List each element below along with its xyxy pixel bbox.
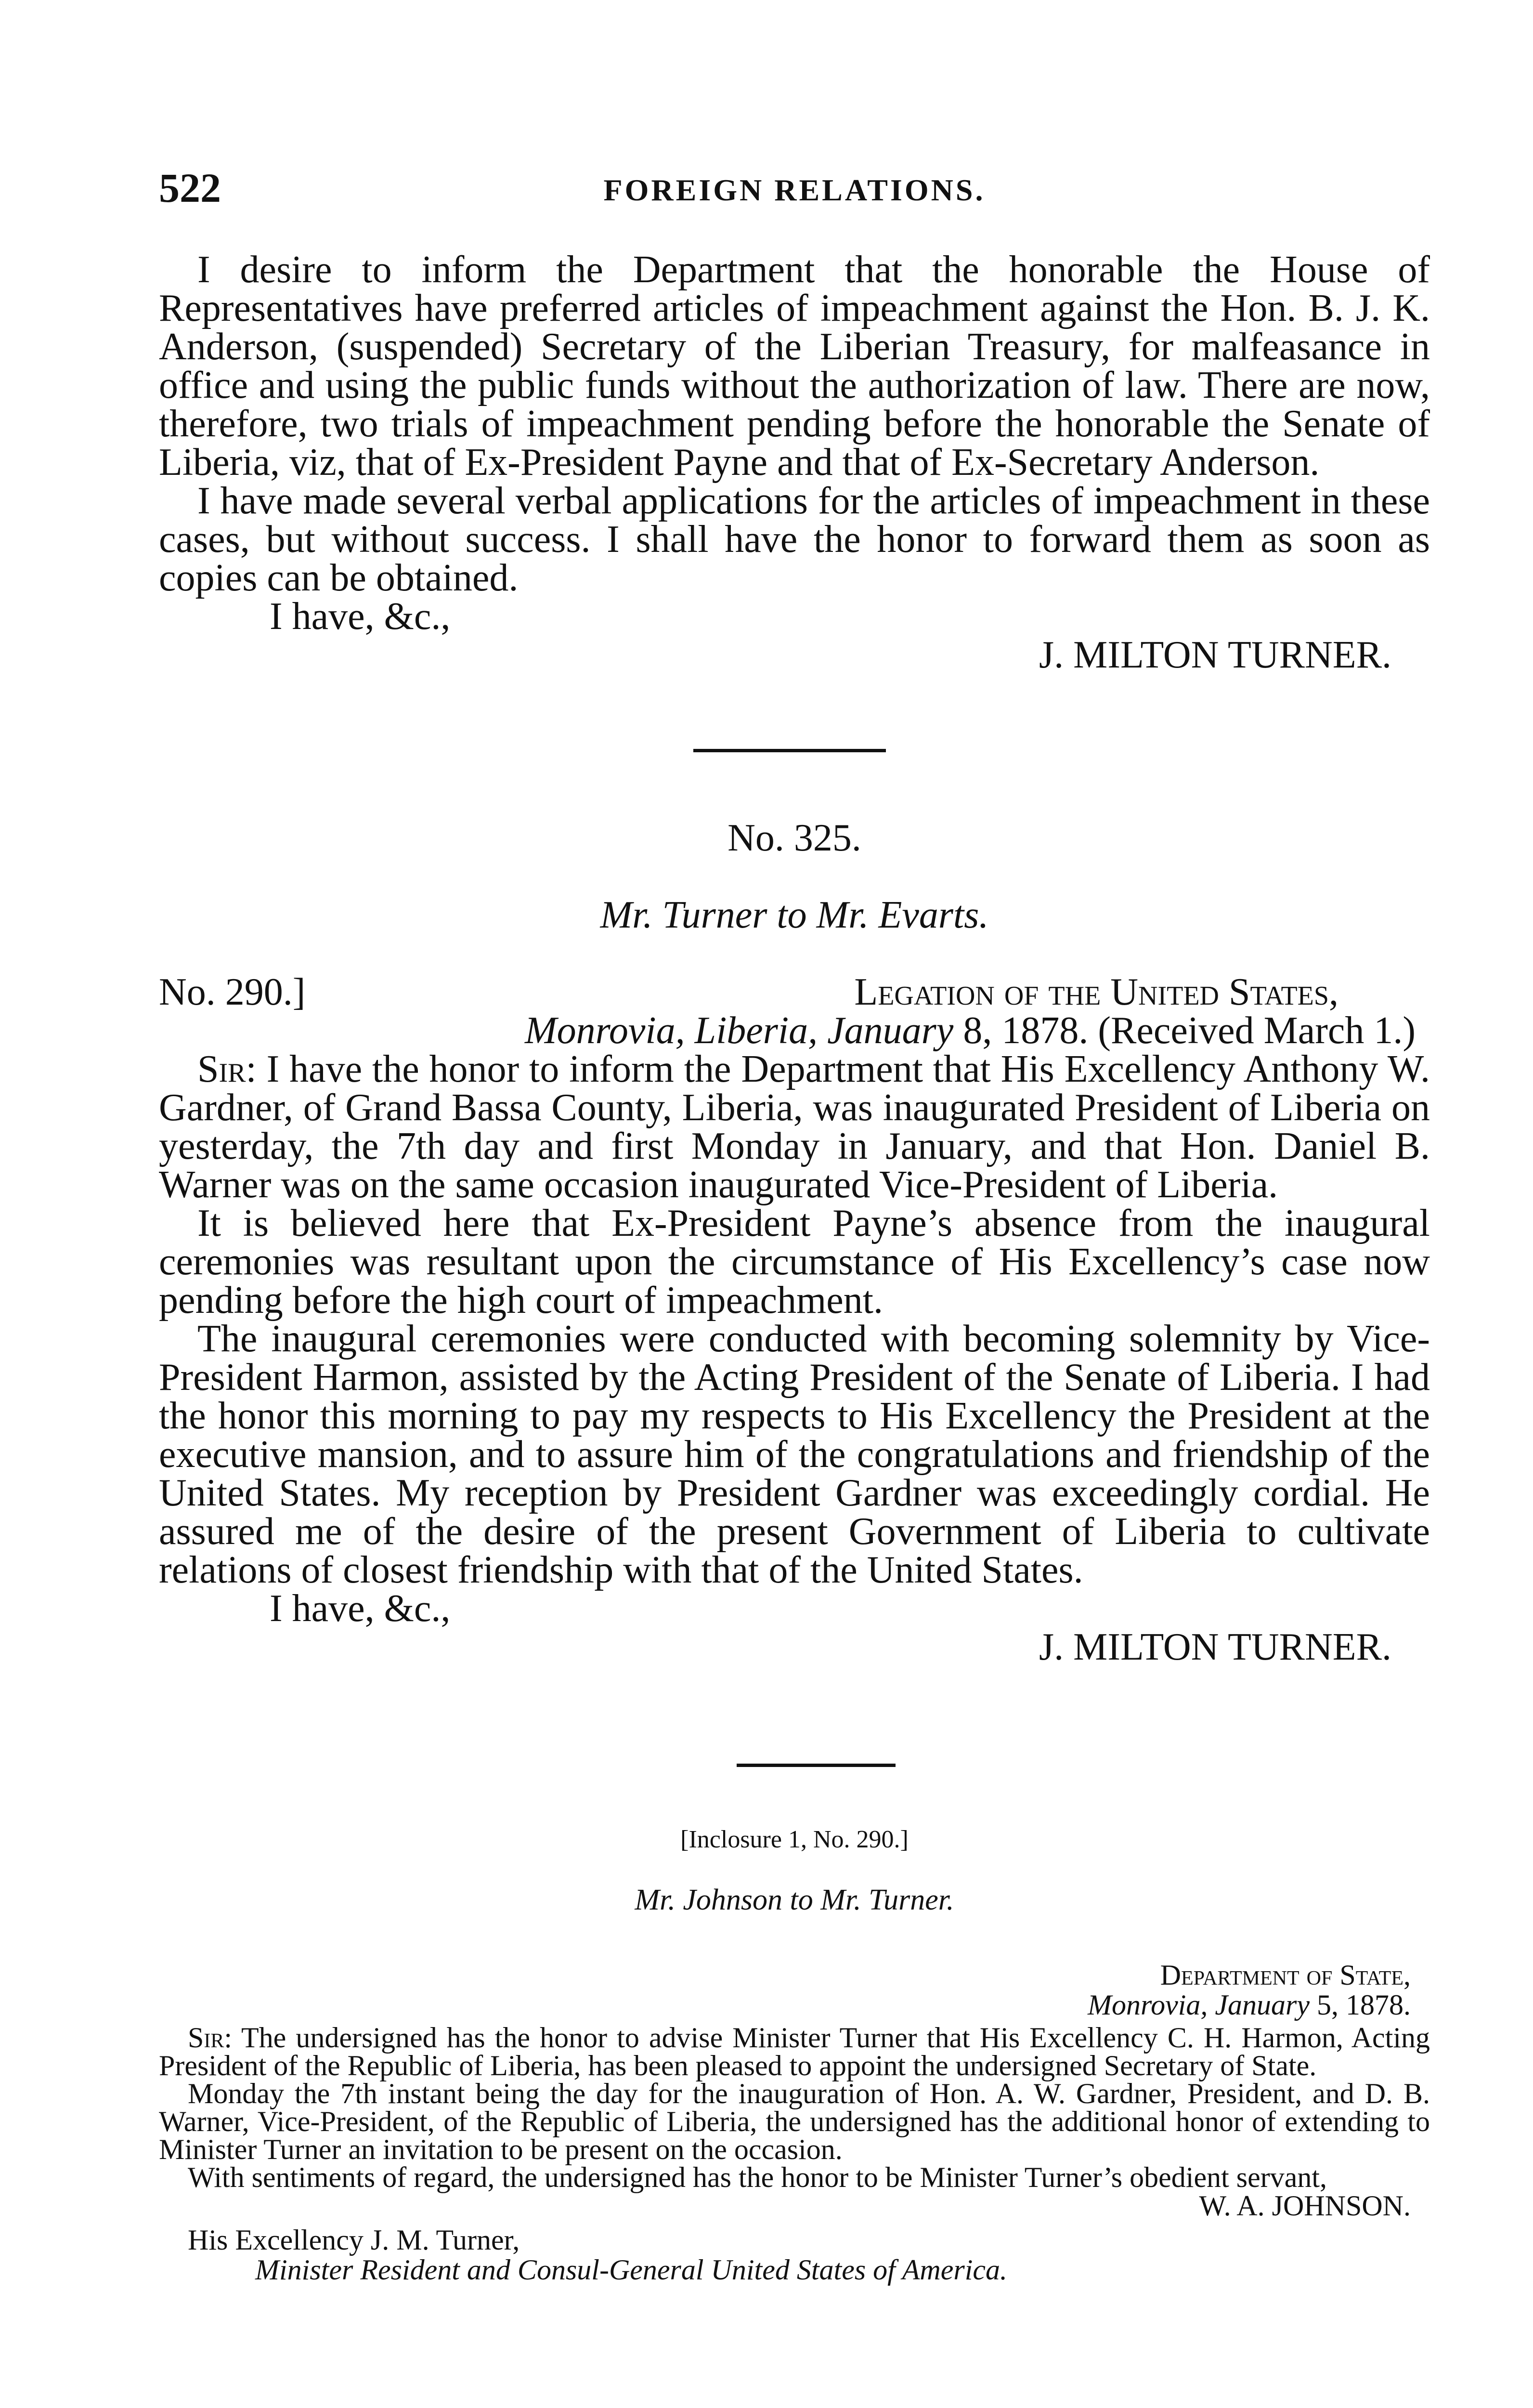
addressee-name: His Excellency J. M. Turner,: [188, 2224, 520, 2256]
sender-office: Legation of the United States,: [854, 971, 1338, 1013]
body-paragraph: It is believed here that Ex-President Payne’s absence from the inaugural ceremonies was resultant upon the circumstance of His Excellency’s case now pending before the high court of impeachment.: [159, 1202, 1430, 1322]
dateline-place: Monrovia, January: [1087, 1989, 1310, 2021]
body-paragraph: I desire to inform the Department that the honorable the House of Representatives have preferred articles of impeachment against the Hon. B. J. K. Anderson, (suspended) Secretary of the Liberian Treasury, for malfeasance in office and using the public funds without the authorization of law. There are now, therefore, two trials of impeachment pending before the honorable the Senate of Liberia, viz, that of Ex-President Payne and that of Ex-Secretary Anderson.: [159, 249, 1430, 484]
body-paragraph: I have made several verbal applications for the articles of impeachment in these cases, but without success. I shall have the honor to forward them as soon as copies can be obtained.: [159, 480, 1430, 599]
dateline: [159, 1990, 1430, 2020]
dateline: [159, 1011, 1430, 1050]
running-title: FOREIGN RELATIONS.: [603, 173, 986, 207]
page-number: 522: [159, 165, 221, 211]
dateline-day: 5, 1878.: [1310, 1989, 1411, 2021]
salutation: Sir: [197, 1048, 246, 1090]
body-paragraph: Monday the 7th instant being the day for the inauguration of Hon. A. W. Gardner, President, and D. B. Warner, Vice-President, of the Republic of Liberia, the undersigned has the additional honor of extending to Minister Turner an invitation to be present on the occasion.: [159, 2078, 1430, 2165]
document-title: Mr. Turner to Mr. Evarts.: [600, 894, 989, 936]
dateline-place: Monrovia, Liberia, January: [525, 1009, 954, 1052]
closing: I have, &c.,: [270, 1587, 451, 1630]
document-number: No. 325.: [728, 817, 861, 859]
received-date: (Received March 1.): [1098, 1009, 1416, 1052]
inclosure: [159, 1825, 1430, 2285]
body-paragraph: With sentiments of regard, the undersigned has the honor to be Minister Turner’s obedient servant,: [188, 2161, 1327, 2193]
signature: J. MILTON TURNER.: [1039, 1626, 1391, 1668]
inclosure-title: Mr. Johnson to Mr. Turner.: [635, 1884, 954, 1916]
addressee: [159, 2225, 1430, 2255]
closing: I have, &c.,: [270, 595, 451, 638]
dateline-day: 8, 1878.: [953, 1009, 1089, 1052]
paragraph-text: : The undersigned has the honor to advise Minister Turner that His Excellency C. H. Harmon, Acting President of the Republic of Liberia, has been pleased to appoint the undersigned Secretary of State.: [159, 2022, 1430, 2081]
letter-continuation: [159, 250, 1430, 674]
section-divider: [693, 749, 886, 752]
sender-office: Department of State,: [1160, 1959, 1411, 1991]
inclosure-label: [Inclosure 1, No. 290.]: [680, 1826, 909, 1853]
running-header: [159, 164, 1430, 217]
paragraph-text: : I have the honor to inform the Department that His Excellency Anthony W. Gardner, of Grand Bassa County, Liberia, was inaugurated President of Liberia on yesterday, the 7th day and first Monday in January, and that Hon. Daniel B. Warner was on the same occasion inaugurated Vice-President of Liberia.: [159, 1048, 1430, 1206]
document-325: [159, 819, 1430, 1666]
body-paragraph: [159, 2024, 1430, 2080]
signature: J. MILTON TURNER.: [1039, 634, 1391, 676]
reference-number: No. 290.]: [159, 971, 306, 1013]
body-paragraph: The inaugural ceremonies were conducted with becoming solemnity by Vice-President Harmon, assisted by the Acting President of the Senate of Liberia. I had the honor this morning to pay my respects to His Excellency the President at the executive mansion, and to assure him of the congratulations and friendship of the United States. My reception by President Gardner was exceedingly cordial. He assured me of the desire of the present Government of Liberia to cultivate relations of closest friendship with that of the United States.: [159, 1318, 1430, 1591]
section-divider: [737, 1764, 896, 1767]
body-paragraph: [159, 1050, 1430, 1204]
addressee-title: Minister Resident and Consul-General United States of America.: [255, 2254, 1008, 2286]
signature: W. A. JOHNSON.: [1199, 2190, 1411, 2222]
letter-header: [159, 973, 1430, 1011]
salutation: Sir: [188, 2022, 224, 2054]
